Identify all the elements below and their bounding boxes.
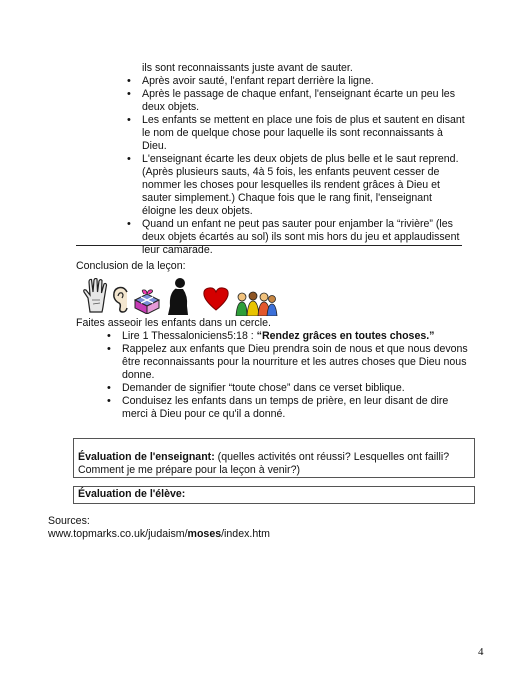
- conclusion-steps: [106, 330, 476, 421]
- icon-strip: [82, 276, 282, 318]
- activity-steps: [126, 75, 466, 257]
- praying-person-icon: [166, 276, 192, 316]
- verse-reference: Lire 1 Thessaloniciens5:18 :: [122, 330, 257, 342]
- student-evaluation-label: Évaluation de l'élève:: [78, 488, 186, 500]
- list-item: [106, 330, 476, 343]
- ear-icon: [112, 286, 132, 314]
- gift-icon: [132, 288, 162, 314]
- list-item: • Rappelez aux enfants que Dieu prendra soin de nous et que nous devons être reconnaissants pour la nourriture et les autres choses que Dieu nous donne.: [106, 343, 476, 382]
- list-item: • L'enseignant écarte les deux objets de plus belle et le saut reprend. (Après plusieurs sauts, 4à 5 fois, les enfants peuvent cesser de nommer les choses pour lesquelles ils rendent grâces à Dieu et sauter simplement.) Chaque fois que le rang finit, l'enseignant éloigne les deux objets.: [126, 153, 466, 218]
- sources-url[interactable]: [48, 528, 270, 541]
- url-bold-segment: moses: [187, 528, 222, 540]
- sources-label: Sources:: [48, 515, 90, 527]
- list-item: • Les enfants se mettent en place une fois de plus et sautent en disant le nom de quelque chose pour laquelle ils sont reconnaissants à Dieu.: [126, 114, 466, 153]
- verse-text: “Rendez grâces en toutes choses.”: [256, 330, 435, 342]
- heart-icon: [202, 286, 230, 312]
- section-divider: [76, 245, 462, 246]
- hand-icon: [82, 278, 110, 314]
- page-number: 4: [478, 646, 484, 658]
- list-item: • Après le passage de chaque enfant, l'enseignant écarte un peu les deux objets.: [126, 88, 466, 114]
- conclusion-body: [76, 317, 476, 421]
- list-continuation: ils sont reconnaissants juste avant de sauter.: [142, 62, 353, 74]
- url-prefix: www.topmarks.co.uk/judaism/: [48, 528, 188, 540]
- children-group-icon: [234, 290, 278, 316]
- list-item: • Quand un enfant ne peut pas sauter pour enjamber la “rivière” (les deux objets écartés au sol) ils sont mis hors du jeu et applaudissent leur camarade.: [126, 218, 466, 257]
- url-suffix: /index.htm: [221, 528, 270, 540]
- teacher-evaluation-text: (quelles activités ont réussi? Lesquelles ont failli? Comment je me prépare pour la leçon à venir?): [78, 451, 450, 476]
- list-item: • Après avoir sauté, l'enfant repart derrière la ligne.: [126, 75, 466, 88]
- sources: [48, 515, 270, 541]
- teacher-evaluation-box: [73, 438, 475, 478]
- top-bullet-list: [126, 62, 466, 257]
- student-evaluation-box: [73, 486, 475, 504]
- list-item: • Demander de signifier “toute chose” dans ce verset biblique.: [106, 382, 476, 395]
- conclusion-intro: Faites asseoir les enfants dans un cercle.: [76, 317, 271, 329]
- teacher-evaluation-label: Évaluation de l'enseignant:: [78, 451, 215, 463]
- list-item: • Conduisez les enfants dans un temps de prière, en leur disant de dire merci à Dieu pour ce qu'il a donné.: [106, 395, 476, 421]
- conclusion-heading: Conclusion de la leçon:: [76, 260, 186, 272]
